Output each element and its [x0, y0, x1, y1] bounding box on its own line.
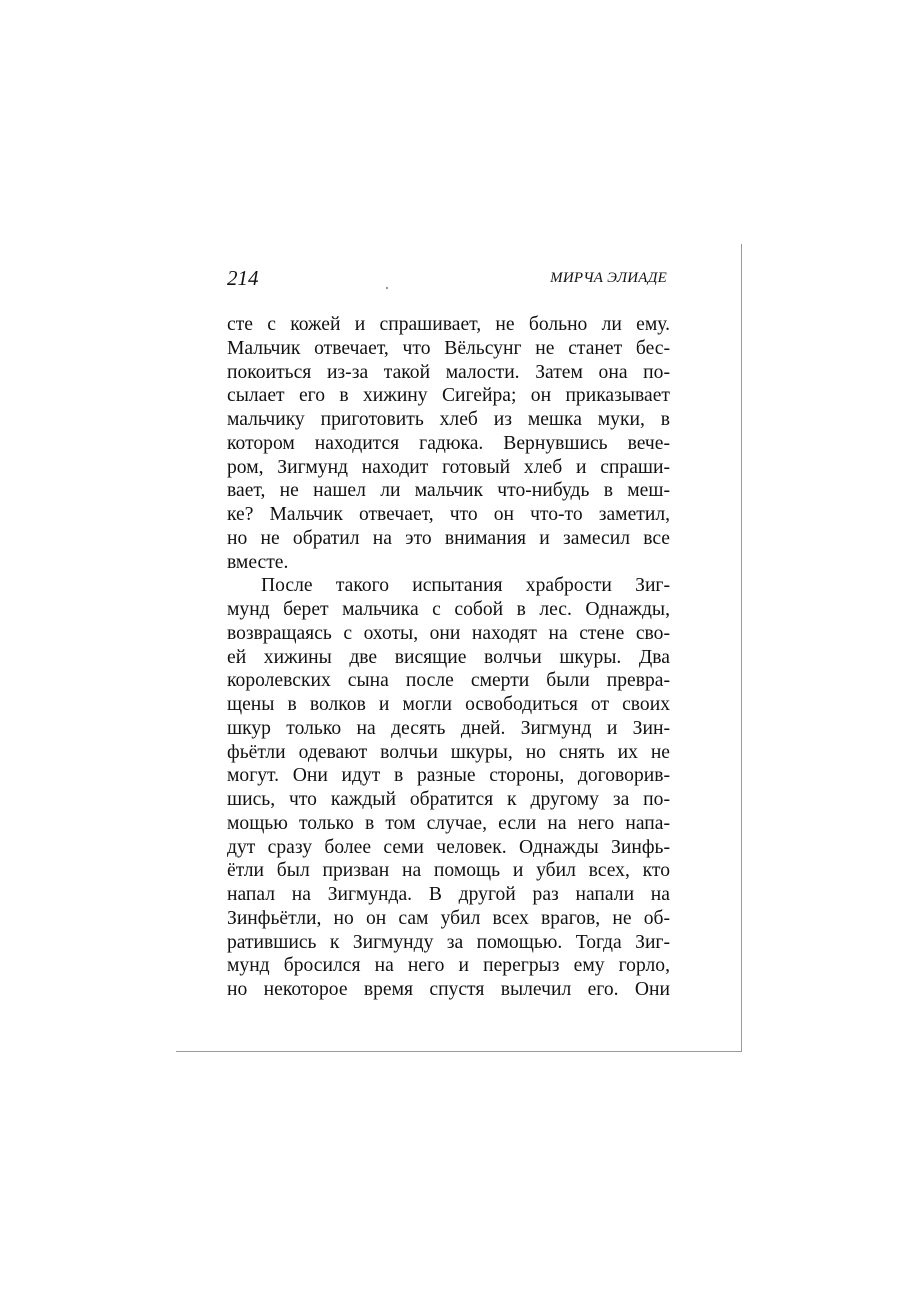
- text-line: но не обратил на это внимания и замесил все: [227, 527, 670, 549]
- text-line: вместе.: [227, 551, 289, 573]
- text-line: котором находится гадюка. Вернувшись вече-: [227, 432, 670, 454]
- text-line: мощью только в том случае, если на него напа-: [227, 812, 670, 834]
- text-line: мальчику приготовить хлеб из мешка муки, в: [227, 409, 670, 430]
- text-line: ётли был призван на помощь и убил всех, кто: [227, 860, 670, 882]
- text-line: Зинфьётли, но он сам убил всех врагов, не об-: [227, 907, 670, 929]
- text-line: мунд бросился на него и перегрыз ему горло,: [227, 955, 670, 977]
- text-line: ром, Зигмунд находит готовый хлеб и спраши-: [227, 456, 670, 478]
- text-line: могут. Они идут в разные стороны, договорив-: [227, 765, 670, 787]
- text-line: напал на Зигмунда. В другой раз напали на: [227, 884, 670, 905]
- text-line: сте с кожей и спрашивает, не больно ли ему.: [227, 314, 670, 335]
- text-line: шись, что каждый обратится к другому за по-: [227, 789, 670, 810]
- text-line: сылает его в хижину Сигейра; он приказывает: [227, 385, 670, 407]
- scan-speck: [386, 287, 388, 289]
- text-line: вает, не нашел ли мальчик что-нибудь в меш-: [227, 480, 670, 502]
- text-line: ке? Мальчик отвечает, что он что-то заметил,: [227, 504, 670, 525]
- text-line: возвращаясь с охоты, они находят на стене сво-: [227, 622, 670, 644]
- text-line: но некоторое время спустя вылечил его. Они: [227, 979, 670, 1000]
- text-line: дут сразу более семи человек. Однажды Зинфь-: [227, 836, 670, 858]
- text-line: щены в волков и могли освободиться от своих: [227, 694, 670, 715]
- text-line: фьётли одевают волчьи шкуры, но снять их не: [227, 741, 670, 763]
- text-line: Мальчик отвечает, что Вёльсунг не станет бес-: [227, 337, 670, 359]
- text-line: покоиться из-за такой малости. Затем она по-: [227, 361, 670, 383]
- text-line: ей хижины две висящие волчьи шкуры. Два: [227, 646, 670, 668]
- text-line: После такого испытания храбрости Зиг-: [261, 575, 670, 597]
- page-number: 214: [227, 266, 259, 290]
- text-line: ратившись к Зигмунду за помощью. Тогда Зиг-: [227, 931, 670, 953]
- text-line: мунд берет мальчика с собой в лес. Однажды,: [227, 599, 670, 620]
- running-title: МИРЧА ЭЛИАДЕ: [550, 270, 667, 286]
- text-line: королевских сына после смерти были превра-: [227, 670, 670, 692]
- page-border-right: [741, 244, 742, 1052]
- text-line: шкур только на десять дней. Зигмунд и Зин-: [227, 717, 670, 739]
- body-text: [227, 313, 670, 1002]
- page-border-bottom: [176, 1051, 742, 1052]
